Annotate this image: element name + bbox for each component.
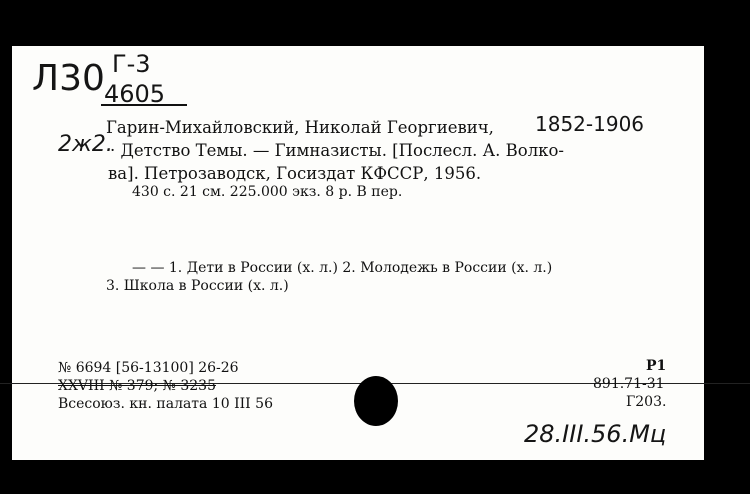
shelf-mark-fraction-top: Г-3 xyxy=(112,50,151,78)
title-line-1: · Детство Темы. — Гимназисты. [Послесл. А. Волко- xyxy=(110,141,564,160)
handwritten-date: 28.III.56.Мц xyxy=(524,420,667,448)
shelf-mark-code: Л30 xyxy=(32,58,105,99)
class-index-mid: 891.71-31 xyxy=(593,376,665,392)
record-chamber: Всесоюз. кн. палата 10 III 56 xyxy=(58,396,273,412)
punch-hole xyxy=(354,376,398,426)
class-index-bottom: Г203. xyxy=(626,394,667,410)
author-line: Гарин-Михайловский, Николай Георгиевич, xyxy=(106,118,494,137)
subjects-line-1: — — 1. Дети в России (х. л.) 2. Молодежь в России (х. л.) xyxy=(132,260,553,276)
shelf-mark-fraction-bottom: 4605 xyxy=(104,80,166,108)
subjects-line-2: 3. Школа в России (х. л.) xyxy=(106,278,289,294)
record-old-number: XXVIII № 379; № 3235 xyxy=(58,378,216,394)
record-number: № 6694 [56-13100] 26-26 xyxy=(58,360,239,376)
title-line-2: ва]. Петрозаводск, Госиздат КФССР, 1956. xyxy=(108,164,482,183)
side-mark: 2ж2. xyxy=(58,132,113,157)
physical-description: 430 с. 21 см. 225.000 экз. 8 р. В пер. xyxy=(132,184,403,200)
author-dates: 1852-1906 xyxy=(535,112,645,136)
class-index-top: Р1 xyxy=(646,358,667,374)
